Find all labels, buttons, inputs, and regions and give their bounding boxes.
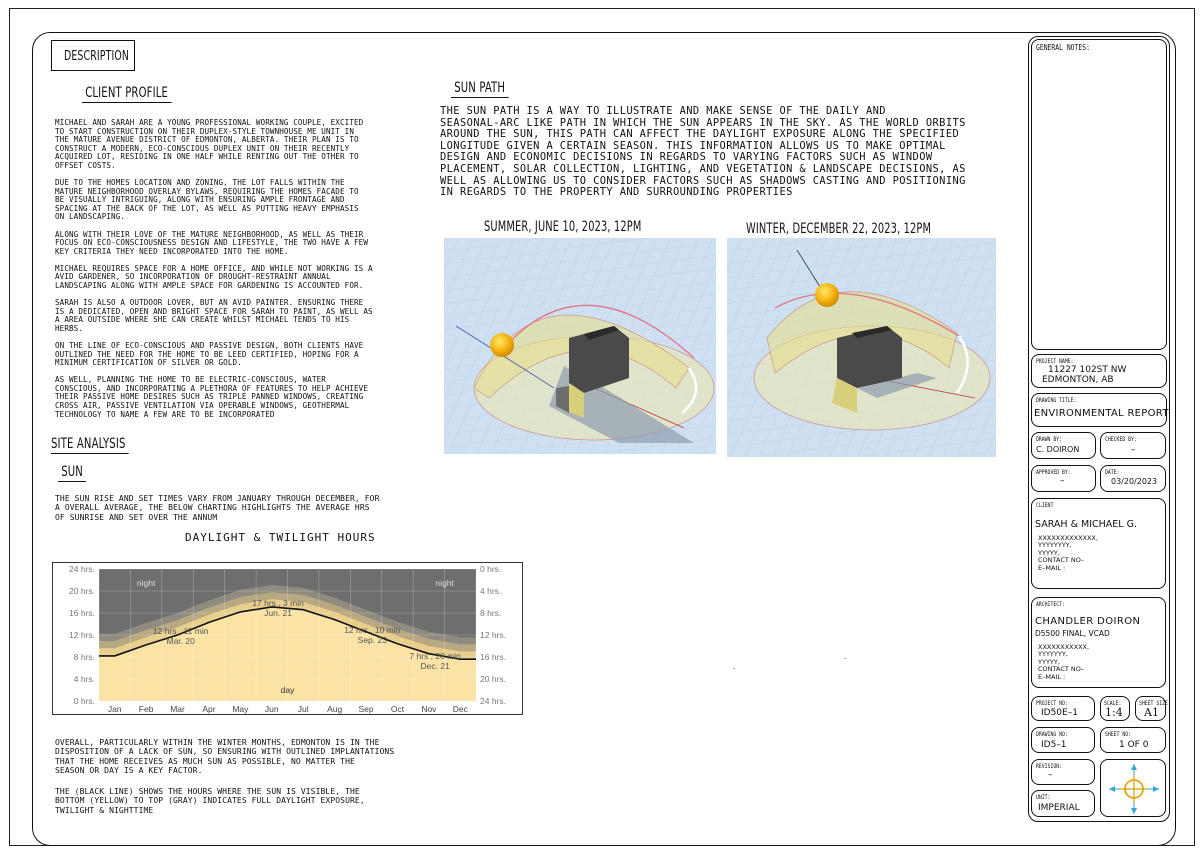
conclusion-text-2: THE (BLACK LINE) SHOWS THE HOURS WHERE THE SUN IS VISIBLE, THE BOTTOM (YELLOW) TO TOP (GRAY) INDICATES FULL DAYLIGHT EXPOSURE, TWILIGHT & NIGHTTIME bbox=[55, 787, 365, 815]
north-arrow-icon bbox=[1101, 760, 1167, 818]
date: 03/20/2023 bbox=[1111, 477, 1158, 486]
y-tick-right: 20 hrs. bbox=[480, 674, 506, 684]
x-tick-label: Nov bbox=[421, 704, 437, 714]
x-tick-label: Feb bbox=[138, 704, 154, 714]
general-notes-label: GENERAL NOTES: bbox=[1036, 43, 1090, 52]
x-tick-label: Jul bbox=[297, 704, 309, 714]
client-details: XXXXXXXXXXXXX, YYYYYYYY, YYYYY, CONTACT NO– E–MAIL : bbox=[1038, 534, 1098, 572]
y-tick-right: 16 hrs. bbox=[480, 652, 506, 662]
client-box bbox=[1031, 498, 1166, 589]
day-label: day bbox=[280, 684, 295, 695]
scale: 1:4 bbox=[1105, 706, 1123, 719]
drawn-by-label: DRAWN BY: bbox=[1036, 436, 1063, 443]
y-tick-left: 16 hrs. bbox=[69, 608, 95, 618]
x-tick-label: Sep bbox=[358, 704, 374, 714]
general-notes-box bbox=[1031, 39, 1167, 350]
x-tick-label: Jun bbox=[264, 704, 279, 714]
client-profile-paragraph: SARAH IS ALSO A OUTDOOR LOVER, BUT AN AVID PAINTER. ENSURING THERE IS A DEDICATED, OPEN AND BRIGHT SPACE FOR SARAH TO PAINT, AS WELL AS A AREA OUTSIDE WHERE SHE CAN CREATE WHILST MICHAEL TENDS TO HIS HERBS. bbox=[55, 298, 373, 333]
speck bbox=[844, 658, 846, 659]
drawing-no: ID5–1 bbox=[1041, 740, 1067, 750]
y-tick-left: 8 hrs. bbox=[73, 652, 95, 662]
description-label: DESCRIPTION bbox=[64, 49, 130, 64]
drawing-title-box bbox=[1031, 393, 1167, 427]
project-name-line1: 11227 102ST NW bbox=[1048, 365, 1127, 375]
client-name: SARAH & MICHAEL G. bbox=[1035, 519, 1137, 530]
x-tick-label: Dec bbox=[452, 704, 468, 714]
project-name-box bbox=[1031, 354, 1167, 388]
sheet-size: A1 bbox=[1144, 706, 1159, 719]
x-tick-label: Mar bbox=[170, 704, 185, 714]
sun-heading: SUN bbox=[58, 464, 86, 482]
x-tick-label: May bbox=[232, 704, 249, 714]
drawing-no-box bbox=[1031, 727, 1095, 753]
x-tick-label: Oct bbox=[390, 704, 405, 714]
revision-box bbox=[1031, 759, 1095, 785]
sun-path-heading: SUN PATH bbox=[451, 80, 508, 98]
y-tick-right: 0 hrs. bbox=[480, 564, 502, 574]
sun-intro-text: THE SUN RISE AND SET TIMES VARY FROM JANUARY THROUGH DECEMBER, FOR A OVERALL AVERAGE, THE BELOW CHARTING HIGHLIGHTS THE AVERAGE HRS OF SUNRISE AND SET OVER THE ANNUM bbox=[55, 494, 380, 522]
daylight-twilight-chart bbox=[52, 562, 523, 715]
site-analysis-heading: SITE ANALYSIS bbox=[51, 436, 129, 454]
sheet-no-box bbox=[1100, 727, 1166, 753]
chart-annotation: Mar. 20 bbox=[166, 636, 195, 646]
summer-caption: SUMMER, JUNE 10, 2023, 12PM bbox=[484, 219, 642, 235]
sheet-no-label: SHEET NO: bbox=[1105, 731, 1132, 738]
client-profile-paragraph: ALONG WITH THEIR LOVE OF THE MATURE NEIGHBORHOOD, AS WELL AS THEIR FOCUS ON ECO-CONSCIOUSNESS DESIGN AND LIFESTYLE, THE TWO HAVE A FEW KEY CRITERIA THEY NEED INCORPORATED INTO THE HOME. bbox=[55, 229, 369, 256]
project-no-box bbox=[1031, 696, 1095, 721]
project-no-label: PROJECT NO: bbox=[1036, 700, 1068, 707]
chart-annotation: 17 hrs , 3 min bbox=[252, 598, 304, 609]
y-tick-left: 0 hrs. bbox=[73, 696, 95, 706]
unit: IMPERIAL bbox=[1038, 803, 1080, 813]
client-profile-paragraph: AS WELL, PLANNING THE HOME TO BE ELECTRIC-CONSCIOUS, WATER CONSCIOUS, AND INCORPORATING A PLETHORA OF FEATURES TO HELP ACHIEVE THEIR PASSIVE HOME DESIRES SUCH AS TRIPLE PANNED WINDOWS, CREATING CROSS AIR, PASSIVE VENTILATION VIA OPERABLE WINDOWS, GEOTHERMAL TECHNOLOGY TO NAME A FEW ARE TO BE INCORPORATED bbox=[55, 375, 369, 419]
date-label: DATE: bbox=[1105, 469, 1120, 476]
summer-sun-path-render bbox=[444, 238, 716, 454]
winter-caption: WINTER, DECEMBER 22, 2023, 12PM bbox=[746, 221, 932, 237]
architect-label: ARCHITECT: bbox=[1036, 601, 1065, 608]
revision-label: REVISION: bbox=[1036, 763, 1063, 770]
client-profile-paragraph: MICHAEL AND SARAH ARE A YOUNG PROFESSIONAL WORKING COUPLE, EXCITED TO START CONSTRUCTION ON THEIR DUPLEX-STYLE TOWNHOUSE ME UNIT IN THE MATURE AVENUE DISTRICT OF EDMONTON, ALBERTA. THEIR PLAN IS TO CONSTRUCT A MODERN, ECO-CONSCIOUS DUPLEX UNIT ON THEIR RECENTLY ACQUIRED LOT, RESIDING IN ONE HALF WHILE RENTING OUT THE OTHER TO OFFSET COSTS. bbox=[55, 118, 364, 170]
revision: – bbox=[1048, 770, 1053, 780]
y-tick-left: 20 hrs. bbox=[69, 586, 95, 596]
chart-annotation: Sep. 23 bbox=[357, 634, 387, 645]
drawing-title: ENVIRONMENTAL REPORT bbox=[1034, 408, 1169, 419]
client-label: CLIENT bbox=[1036, 502, 1054, 509]
speck bbox=[733, 668, 735, 669]
sun-path-text: THE SUN PATH IS A WAY TO ILLUSTRATE AND MAKE SENSE OF THE DAILY AND SEASONAL-ARC LIKE PATH IN WHICH THE SUN APPEARS IN THE SKY. AS THE WORLD ORBITS AROUND THE SUN, THIS PATH CAN AFFECT THE DAYLIGHT EXPOSURE ALONG THE SPECIFIED LONGITUDE GIVEN A CERTAIN SEASON. THIS INFORMATION ALLOWS US TO MAKE OPTIMAL DESIGN AND ECONOMIC DECISIONS IN REGARDS TO VARYING FACTORS SUCH AS WINDOW PLACEMENT, SOLAR COLLECTION, LIGHTING, AND VEGETATION & LANDSCAPE DECISIONS, AS WELL AS ALLOWING US TO CONSIDER FACTORS SUCH AS SHADOWS CASTING AND POSITIONING IN REGARDS TO THE PROPERTY AND SURROUNDING PROPERTIES bbox=[440, 105, 966, 199]
date-box bbox=[1100, 465, 1166, 492]
sheet-size-box bbox=[1135, 696, 1171, 721]
description-box bbox=[51, 40, 135, 71]
x-tick-label: Aug bbox=[327, 704, 343, 714]
chart-title: DAYLIGHT & TWILIGHT HOURS bbox=[185, 531, 376, 544]
scale-box bbox=[1100, 696, 1130, 721]
project-name-line2: EDMONTON, AB bbox=[1042, 375, 1114, 385]
drawn-by: C. DOIRON bbox=[1036, 445, 1080, 454]
scale-label: SCALE: bbox=[1104, 700, 1122, 707]
chart-annotation: 12 hrs , 10 min bbox=[344, 624, 401, 635]
project-name-label: PROJECT NAME: bbox=[1036, 358, 1074, 365]
client-profile-paragraph: ON THE LINE OF ECO-CONSCIOUS AND PASSIVE DESIGN, BOTH CLIENTS HAVE OUTLINED THE NEED FOR THE HOME TO BE LEED CERTIFIED, HOPING FOR A MINIMUM CERTIFICATION OF SILVER OR GOLD. bbox=[55, 340, 364, 368]
chart-annotation: 7 hrs , 28 min bbox=[409, 650, 461, 661]
checked-by: – bbox=[1131, 445, 1136, 455]
architect-course: D5500 FINAL, VCAD bbox=[1035, 629, 1110, 638]
checked-by-box bbox=[1100, 432, 1166, 459]
y-tick-left: 12 hrs. bbox=[69, 630, 95, 640]
chart-annotation: Dec. 21 bbox=[420, 660, 450, 671]
architect-box bbox=[1031, 597, 1166, 688]
project-no: ID50E–1 bbox=[1041, 708, 1078, 718]
unit-box bbox=[1031, 790, 1095, 817]
client-profile-paragraph: MICHAEL REQUIRES SPACE FOR A HOME OFFICE, AND WHILE NOT WORKING IS A AVID GARDENER, SO INCORPORATION OF DROUGHT-RESTRAINT ANNUAL LANDSCAPING ALONG WITH AMPLE SPACE FOR GARDENING IS ACCOUNTED FOR. bbox=[55, 263, 373, 290]
drawn-by-box bbox=[1031, 432, 1096, 459]
x-tick-label: Jan bbox=[107, 704, 122, 714]
night-label-left: night bbox=[136, 578, 156, 588]
north-arrow-box bbox=[1100, 759, 1166, 817]
y-tick-left: 4 hrs. bbox=[73, 674, 95, 684]
approved-by: – bbox=[1060, 476, 1065, 486]
client-profile-paragraph: DUE TO THE HOMES LOCATION AND ZONING, THE LOT FALLS WITHIN THE MATURE NEIGHBORHOOD OVERLAY BYLAWS, REQUIRING THE HOMES FACADE TO BE VISUALLY INTRIGUING, ALONG WITH ENSURING AMPLE FRONTAGE AND SPACING AT THE BACK OF THE LOT, AS WELL AS PUTTING HEAVY EMPHASIS ON LANDSCAPING. bbox=[55, 178, 359, 222]
y-tick-left: 24 hrs. bbox=[69, 564, 95, 574]
approved-by-box bbox=[1031, 465, 1096, 492]
y-tick-right: 8 hrs. bbox=[480, 608, 502, 618]
architect-name: CHANDLER DOIRON bbox=[1035, 616, 1141, 627]
y-tick-right: 4 hrs. bbox=[480, 586, 502, 596]
architect-details: XXXXXXXXXXX, YYYYYYY, YYYYY, CONTACT NO– E–MAIL : bbox=[1038, 643, 1090, 681]
client-profile-heading: CLIENT PROFILE bbox=[82, 85, 171, 103]
chart-annotation: Jun. 21 bbox=[264, 608, 293, 619]
client-profile-text bbox=[55, 119, 400, 419]
conclusion-text-1: OVERALL, PARTICULARLY WITHIN THE WINTER MONTHS, EDMONTON IS IN THE DISPOSITION OF A LACK OF SUN, SO ENSURING WITH OUTLINED IMPLANTATIONS THAT THE HOME RECEIVES AS MUCH SUN AS POSSIBLE, NO MATTER THE SEASON OR DAY IS A KEY FACTOR. bbox=[55, 738, 395, 776]
sheet-size-label: SHEET SIZE: bbox=[1139, 700, 1171, 707]
y-tick-right: 12 hrs. bbox=[480, 630, 506, 640]
y-tick-right: 24 hrs. bbox=[480, 696, 506, 706]
checked-by-label: CHECKED BY: bbox=[1105, 436, 1137, 443]
sheet-no: 1 OF 0 bbox=[1119, 740, 1149, 750]
x-tick-label: Apr bbox=[202, 704, 216, 714]
drawing-title-label: DRAWING TITLE: bbox=[1036, 397, 1077, 404]
winter-sun-path-render bbox=[727, 238, 996, 457]
unit-label: UNIT: bbox=[1036, 794, 1051, 801]
night-label-right: night bbox=[435, 578, 454, 588]
chart-annotation: 12 hrs , 11 min bbox=[152, 626, 209, 636]
approved-by-label: APPROVED BY: bbox=[1036, 469, 1071, 476]
drawing-no-label: DRAWING NO: bbox=[1036, 731, 1068, 738]
